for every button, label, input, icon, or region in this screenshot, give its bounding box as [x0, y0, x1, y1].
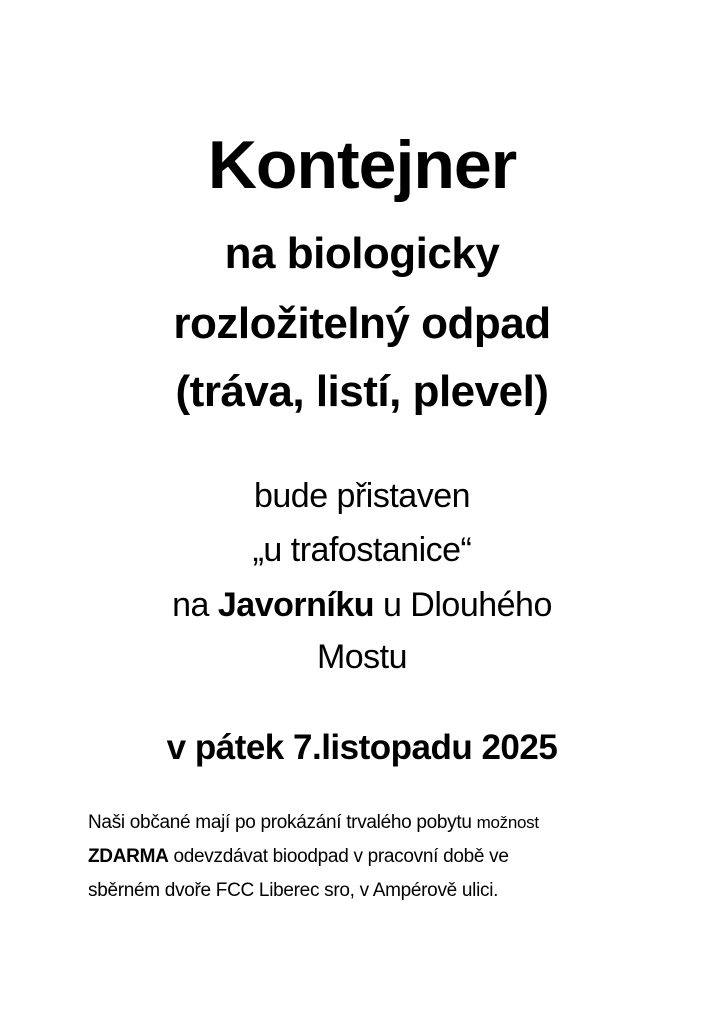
note-text: odevzdávat bioodpad v pracovní době ve [168, 846, 509, 867]
location-line-1: bude přistaven [253, 477, 471, 515]
subtitle-line-2: rozložitelný odpad [173, 299, 551, 348]
location-line-4: Mostu [316, 638, 408, 676]
event-date: v pátek 7.listopadu 2025 [166, 728, 558, 767]
location-suffix: u Dlouhého [374, 586, 552, 624]
location-place: Javorníku [217, 586, 374, 624]
note-text: Naši občané mají po prokázání trvalého pobytu [88, 812, 477, 833]
note-line-3: sběrném dvoře FCC Liberec sro, v Ampérově ulici. [88, 880, 499, 901]
note-paragraph [88, 806, 688, 908]
note-line-1 [88, 806, 688, 840]
note-line-2 [88, 840, 688, 874]
note-text-small: možnost [476, 813, 539, 832]
subtitle-line-3: (tráva, listí, plevel) [175, 367, 549, 416]
location-line-3 [0, 583, 724, 627]
location-prefix: na [172, 586, 218, 624]
subtitle-line-1: na biologicky [224, 229, 500, 278]
location-line-2: „u trafostanice“ [252, 531, 472, 569]
notice-title: Kontejner [207, 127, 517, 203]
note-free-bold: ZDARMA [88, 846, 169, 867]
